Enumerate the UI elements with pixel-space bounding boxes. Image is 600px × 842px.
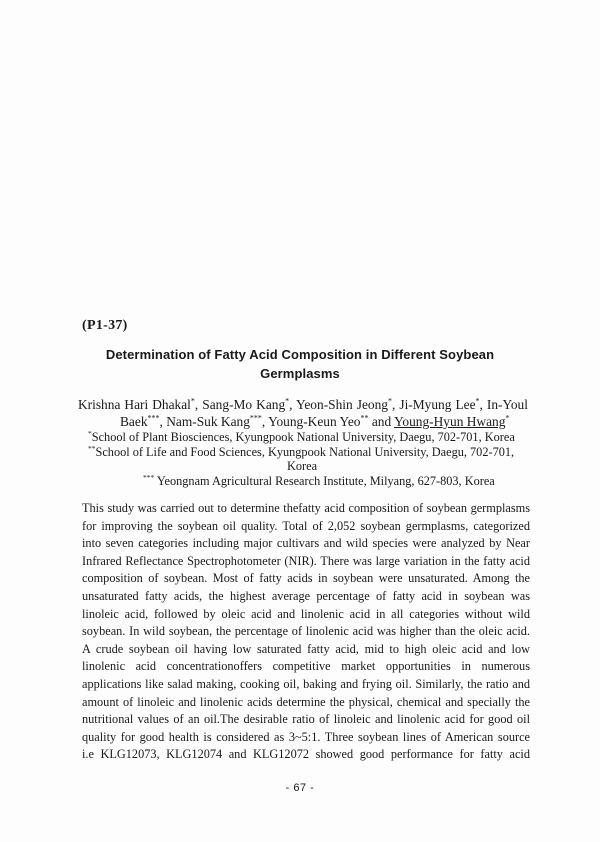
author-affiliation-mark: * [475,396,480,406]
corresponding-author-name: Young-Hyun Hwang [394,414,506,429]
affiliation-mark: *** [143,472,155,482]
author-name: Krishna Hari Dhakal [78,397,191,412]
author-separator: , [159,414,167,429]
author-name: Ji-Myung Lee [399,397,476,412]
author-affiliation-mark: * [190,396,195,406]
author-name: In-Youl [486,397,528,412]
abstract-line: This study was carried out to determine thefatty acid composition of soybean germplasms [82,501,530,515]
abstract-line: Infrared Reflectance Spectrophotometer (NIR). There was large variation in the fatty acid [82,553,530,568]
author-separator: , [289,397,297,412]
author-line-2 [78,413,528,430]
affiliation-2-continued: Korea [287,459,318,473]
abstract-line: i.e KLG12073, KLG12074 and KLG12072 showed good performance for fatty acid [82,747,530,762]
abstract-line: linolenic acid concentrationoffers competitive market opportunities in numerous [82,659,530,674]
abstract-line: for improving the soybean oil quality. Total of 2,052 soybean germplasms, categorized [82,518,530,533]
author-affiliation-mark: * [505,413,510,423]
author-name: Young-Keun Yeo [268,414,361,429]
abstract-body [82,500,530,764]
affiliation-2 [88,445,514,460]
affiliation-text: Yeongnam Agricultural Research Institute, Milyang, 627-803, Korea [154,474,495,488]
author-separator: , [194,397,203,412]
author-affiliation-mark: *** [249,413,262,423]
page-number: - 67 - [285,782,315,794]
author-line-1 [78,396,528,413]
abstract-line: A crude soybean oil having low saturated fatty acid, mid to high oleic acid and low [82,641,530,656]
affiliation-3 [143,474,495,489]
affiliation-text: School of Plant Biosciences, Kyungpook National University, Daegu, 702-701, Korea [91,430,515,444]
abstract-line: unsaturated fatty acids, the highest average percentage of fatty acid in soybean was [82,588,530,603]
abstract-line: into seven categories including major cultivars and wild species were analyzed by Near [82,536,530,551]
author-separator: , [391,397,400,412]
author-affiliation-mark: * [387,396,392,406]
abstract-line: amount of linoleic and linolenic acids determine the physical, chemical and specially the [82,694,530,709]
author-name: Baek [120,414,148,429]
abstract-line: applications like salad making, cooking oil, baking and frying oil. Similarly, the ratio and [82,676,530,691]
author-separator: and [368,414,395,429]
abstract-code: (P1-37) [82,318,128,333]
affiliation-mark: ** [88,443,96,453]
abstract-line: nutritional values of an oil.The desirable ratio of linoleic and linolenic acid for good oil [82,712,530,727]
affiliation-mark: * [88,428,92,438]
paper-title-line-2: Germplasms [260,366,340,381]
author-name: Nam-Suk Kang [166,414,250,429]
author-separator: , [479,397,487,412]
abstract-line: composition of soybean. Most of fatty acids in soybean were unsaturated. Among the [82,571,530,586]
paper-title [60,345,540,383]
author-affiliation-mark: *** [147,413,160,423]
abstract-line: quality for good health is considered as 3~5:1. Three soybean lines of American source [82,729,530,744]
author-affiliation-mark: * [285,396,290,406]
affiliation-1 [88,430,515,445]
paper-title-line-1: Determination of Fatty Acid Composition in Different Soybean [105,347,495,362]
author-list [78,396,528,430]
author-affiliation-mark: ** [360,413,369,423]
abstract-line: soybean. In wild soybean, the percentage of linolenic acid was higher than the oleic acid. [82,624,530,639]
abstract-line: linoleic acid, followed by oleic acid and linolenic acid in all categories without wild [82,606,530,621]
author-name: Yeon-Shin Jeong [296,397,388,412]
author-separator: , [261,414,269,429]
affiliation-text: School of Life and Food Sciences, Kyungpook National University, Daegu, 702-701, [95,445,515,459]
author-name: Sang-Mo Kang [202,397,286,412]
